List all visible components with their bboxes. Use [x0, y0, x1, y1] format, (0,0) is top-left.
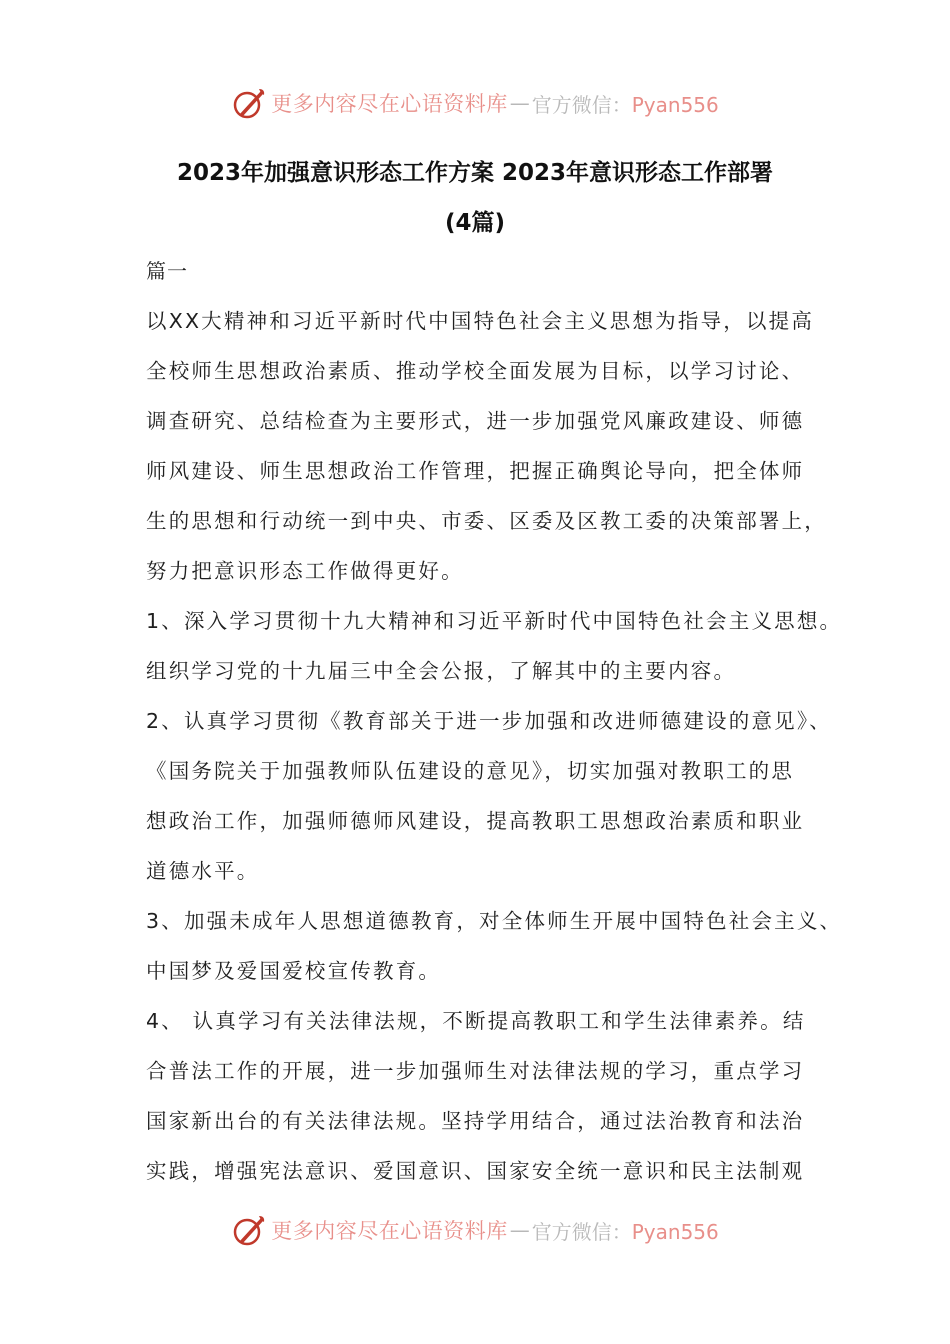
body-line: 4、 认真学习有关法律法规，不断提高教职工和学生法律素养。结 [146, 1009, 806, 1033]
body-line: 实践，增强宪法意识、爱国意识、国家安全统一意识和民主法制观 [146, 1159, 805, 1183]
body-line: 合普法工作的开展，进一步加强师生对法律法规的学习，重点学习 [146, 1059, 805, 1083]
body-line: 生的思想和行动统一到中央、市委、区委及区教工委的决策部署上， [146, 509, 827, 533]
document-title-count: (4篇) [444, 210, 506, 236]
quill-pen-icon [231, 1212, 267, 1248]
body-line: 组织学习党的十九届三中全会公报，了解其中的主要内容。 [146, 659, 737, 683]
body-line: 《国务院关于加强教师队伍建设的意见》，切实加强对教职工的思 [146, 759, 795, 783]
banner-contact-label: 官方微信： [531, 92, 632, 117]
footer-watermark-banner [0, 1210, 950, 1250]
banner-contact-label: 官方微信： [531, 1219, 632, 1244]
banner-separator: — [509, 91, 530, 115]
banner-slogan: 更多内容尽在心语资料库 [271, 1219, 508, 1243]
banner-contact [532, 1216, 719, 1245]
banner-contact-handle: Pyan556 [631, 92, 719, 117]
banner-contact-handle: Pyan556 [631, 1219, 719, 1244]
body-line: 全校师生思想政治素质、推动学校全面发展为目标，以学习讨论、 [146, 359, 805, 383]
body-line: 以XX大精神和习近平新时代中国特色社会主义思想为指导，以提高 [146, 309, 815, 333]
banner-separator: — [509, 1218, 530, 1242]
body-line: 努力把意识形态工作做得更好。 [146, 559, 464, 583]
body-line: 调查研究、总结检查为主要形式，进一步加强党风廉政建设、师德 [146, 409, 805, 433]
quill-pen-icon [231, 85, 267, 121]
document-title: 2023年加强意识形态工作方案 2023年意识形态工作部署 [176, 160, 774, 186]
body-line: 道德水平。 [146, 859, 260, 883]
body-line: 1、深入学习贯彻十九大精神和习近平新时代中国特色社会主义思想。 [146, 609, 843, 633]
header-watermark-banner [0, 83, 950, 123]
body-line: 国家新出台的有关法律法规。坚持学用结合，通过法治教育和法治 [146, 1109, 805, 1133]
body-line: 3、加强未成年人思想道德教育，对全体师生开展中国特色社会主义、 [146, 909, 843, 933]
banner-slogan: 更多内容尽在心语资料库 [271, 92, 508, 116]
body-line: 师风建设、师生思想政治工作管理，把握正确舆论导向，把全体师 [146, 459, 805, 483]
body-line: 2、认真学习贯彻《教育部关于进一步加强和改进师德建设的意见》、 [146, 709, 832, 733]
document-body [146, 246, 843, 1196]
body-line: 中国梦及爱国爱校宣传教育。 [146, 959, 442, 983]
banner-contact [532, 89, 719, 118]
body-line: 想政治工作，加强师德师风建设，提高教职工思想政治素质和职业 [146, 809, 805, 833]
section-label: 篇一 [146, 259, 188, 283]
